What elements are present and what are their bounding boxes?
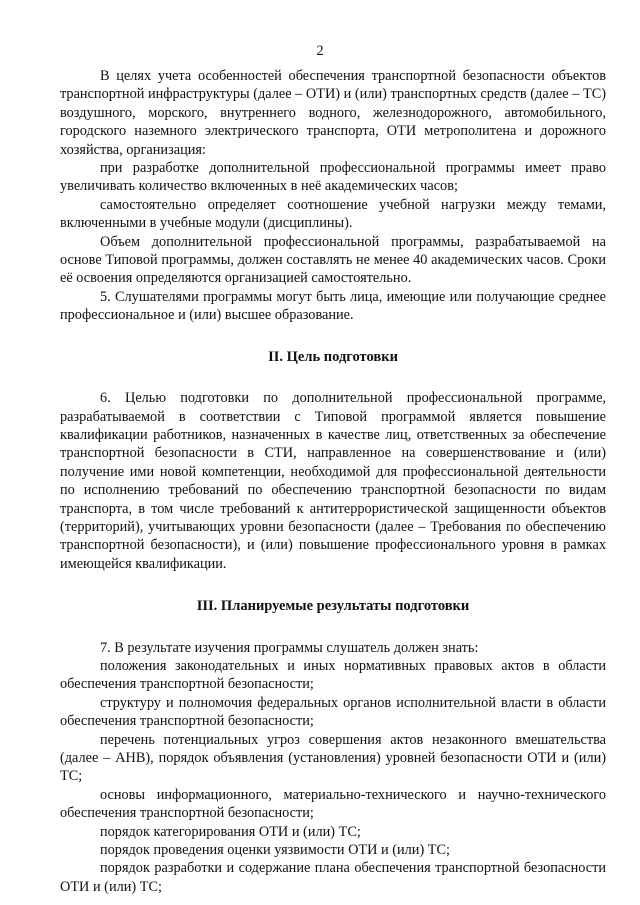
point-6-paragraph: 6. Целью подготовки по дополнительной профессиональной программе, разрабатываемой в соответствии с Типовой программой является повышение квалификации работников, назначенных в качестве лиц, ответственных за обеспечение транспортной безопасности в СТИ, направленное на совершенствование и (или) получение ими новой компетенции, необходимой для профессиональной деятельности по исполнению требований по обеспечению транспортной безопасности по видам транспорта, в том числе требований к антитеррористической защищенности объектов (территорий), учитывающих уровни безопасности (далее – Требования по обеспечению транспортной безопасности), и (или) повышение профессионального уровня в рамках имеющейся квалификации. (60, 390, 606, 572)
section-3-title: III. Планируемые результаты подготовки (196, 598, 470, 615)
knowledge-item-5: порядок категорирования ОТИ и (или) ТС; (100, 823, 361, 840)
intro-item-2: самостоятельно определяет соотношение учебной нагрузки между темами, включенными в учебные модули (дисциплины). (60, 196, 606, 232)
section-2-title: II. Цель подготовки (268, 348, 398, 365)
knowledge-item-2: структуру и полномочия федеральных органов исполнительной власти в области обеспечения транспортной безопасности; (60, 694, 606, 730)
intro-item-1: при разработке дополнительной профессиональной программы имеет право увеличивать количество включенных в неё академических часов; (60, 160, 606, 195)
knowledge-item-4: основы информационного, материально-технического и научно-технического обеспечения транспортной безопасности; (60, 786, 606, 822)
point-7-paragraph: 7. В результате изучения программы слушатель должен знать: (100, 639, 479, 656)
knowledge-item-1: положения законодательных и иных нормативных правовых актов в области обеспечения транспортной безопасности; (60, 657, 606, 693)
program-volume-paragraph: Объем дополнительной профессиональной программы, разрабатываемой на основе Типовой программы, должен составлять не менее 40 академических часов. Сроки её освоения определяются организацией самостоятельно. (60, 233, 606, 287)
document-body (60, 67, 606, 896)
page-number: 2 (316, 43, 324, 59)
intro-paragraph: В целях учета особенностей обеспечения транспортной безопасности объектов транспортной инфраструктуры (далее – ОТИ) и (или) транспортных средств (далее – ТС) воздушного, морского, внутреннего водного, железнодорожного, автомобильного, городского наземного электрического транспорта, ОТИ метрополитена и дорожного хозяйства, организация: (60, 68, 606, 158)
knowledge-item-6: порядок проведения оценки уязвимости ОТИ и (или) ТС; (100, 842, 451, 859)
point-5-paragraph: 5. Слушателями программы могут быть лица, имеющие или получающие среднее профессиональное и (или) высшее образование. (60, 288, 606, 324)
knowledge-item-3: перечень потенциальных угроз совершения актов незаконного вмешательства (далее – АНВ), порядок объявления (установления) уровней безопасности ОТИ и (или) ТС; (60, 731, 606, 785)
knowledge-item-7: порядок разработки и содержание плана обеспечения транспортной безопасности ОТИ и (или) ТС; (60, 860, 606, 895)
